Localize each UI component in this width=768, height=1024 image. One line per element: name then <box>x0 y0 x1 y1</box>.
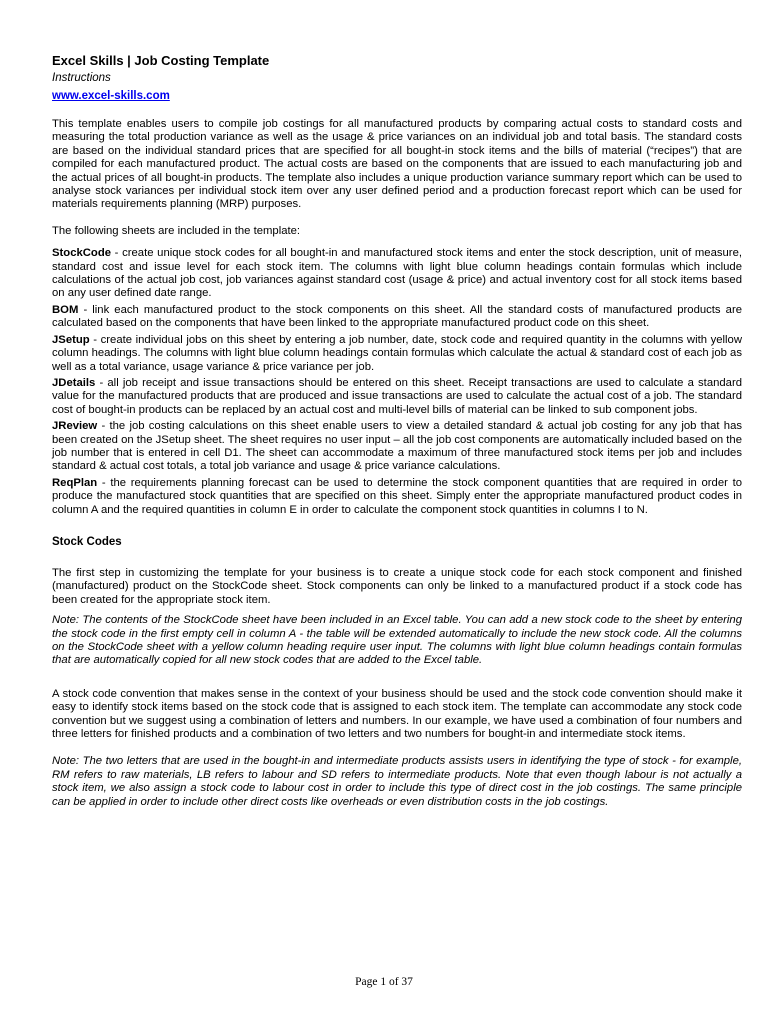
sheet-name-jdetails: JDetails <box>52 376 96 389</box>
website-link[interactable]: www.excel-skills.com <box>52 90 170 102</box>
sheet-name-jreview: JReview <box>52 420 98 433</box>
document-title: Excel Skills | Job Costing Template <box>52 53 270 68</box>
sheet-desc-jreview <box>52 420 742 474</box>
sheet-desc-jdetails <box>52 377 742 417</box>
stock-codes-paragraph-2: A stock code convention that makes sense in the context of your business should be used and the stock code convention should make it easy to identify stock items based on the stock code that is assigned to each stock item. The template can accommodate any stock code convention but we suggest using a combination of letters and numbers. In our example, we have used a combination of four numbers and three letters for finished products and a combination of two letters and two numbers for bought-in and intermediate stock items. <box>52 687 742 741</box>
sheet-name-stockcode: StockCode <box>52 247 112 260</box>
sheet-text-stockcode: - create unique stock codes for all bought-in and manufactured stock items and enter the stock description, unit of measure, standard cost and issue level for each stock item. The columns with light blue column headings contain formulas which include calculations of the actual job cost, job variances against standard cost (usage & price) and actual inventory cost for all stock items based on any user defined date range. <box>52 247 742 300</box>
sheet-desc-stockcode <box>52 247 742 301</box>
stock-codes-note-2: Note: The two letters that are used in the bought-in and intermediate products assists users in identifying the type of stock - for example, RM refers to raw materials, LB refers to labour and SD refers to intermediate products. Note that even though labour is not actually a stock item, we also assign a stock code to labour cost in order to include this type of direct cost in the job costings. The same principle can be applied in order to include other direct costs like overheads or even distribution costs in the job costings. <box>52 755 742 808</box>
stock-codes-paragraph-1: The first step in customizing the template for your business is to create a unique stock code for each stock component and finished (manufactured) product on the StockCode sheet. Stock components can only be linked to a manufactured product if a stock code has been created for the appropriate stock item. <box>52 566 742 606</box>
sheet-name-reqplan: ReqPlan <box>52 476 98 489</box>
sheet-text-jreview: - the job costing calculations on this sheet enable users to view a detailed standard & actual job costing for any job that has been created on the JSetup sheet. The sheet requires no user input – all the job cost components are automatically included based on the job number that is entered in cell D1. The sheet can accommodate a maximum of three manufactured stock items per job and includes standard & actual cost totals, a total job variance and usage & price variance calculations. <box>52 420 742 473</box>
sheet-text-reqplan: - the requirements planning forecast can be used to determine the stock component quantities that are required in order to produce the manufactured stock quantities that are specified on this sheet. Simply enter the appropriate manufactured product codes in column A and the required quantities in column E in order to calculate the component stock quantities in columns I to N. <box>52 476 742 516</box>
document-page <box>52 52 742 809</box>
stock-codes-note-1: Note: The contents of the StockCode sheet have been included in an Excel table. You can add a new stock code to the sheet by entering the stock code in the first empty cell in column A - the table will be extended automatically to include the new stock code. All the columns on the StockCode sheet with a yellow column heading require user input. The columns with light blue column headings contain formulas that are automatically copied for all new stock codes that are added to the Excel table. <box>52 614 742 667</box>
page-footer: Page 1 of 37 <box>355 976 413 988</box>
stock-codes-heading: Stock Codes <box>52 535 122 548</box>
sheet-desc-reqplan <box>52 477 742 517</box>
sheets-intro: The following sheets are included in the template: <box>52 224 301 237</box>
sheet-desc-bom <box>52 304 742 331</box>
sheet-text-jsetup: - create individual jobs on this sheet by entering a job number, date, stock code and required quantity in the columns with yellow column headings. The columns with light blue column headings contain formulas which calculate the actual & standard cost of each job as well as a total variance, usage variance & price variance per job. <box>52 333 742 373</box>
intro-paragraph: This template enables users to compile job costings for all manufactured products by comparing actual costs to standard costs and measuring the total production variance as well as the usage & price variances on an individual job and total basis. The standard costs are based on the individual standard prices that are specified for all bought-in stock items and the bills of material (“recipes”) that are compiled for each manufactured product. The actual costs are based on the components that are issued to each manufacturing job and the actual prices of all bought-in products. The template also includes a unique production variance summary report which can be used to analyse stock variances per individual stock item over any user defined period and a production forecast report which can be used for materials requirements planning (MRP) purposes. <box>52 118 742 211</box>
sheet-name-bom: BOM <box>52 303 79 316</box>
sheet-name-jsetup: JSetup <box>52 333 90 346</box>
document-subtitle: Instructions <box>52 72 111 84</box>
sheet-desc-jsetup <box>52 334 742 374</box>
sheet-text-jdetails: - all job receipt and issue transactions should be entered on this sheet. Receipt transactions are used to calculate a standard value for the manufactured products that are produced and issue transactions are used to calculate the actual cost of a job. The standard cost of bought-in products can be replaced by an actual cost and multi-level bills of material can be linked to sub component jobs. <box>52 376 742 416</box>
sheet-text-bom: - link each manufactured product to the stock components on this sheet. All the standard costs of manufactured products are calculated based on the components that have been linked to the appropriate manufactured product code on this sheet. <box>52 303 742 330</box>
